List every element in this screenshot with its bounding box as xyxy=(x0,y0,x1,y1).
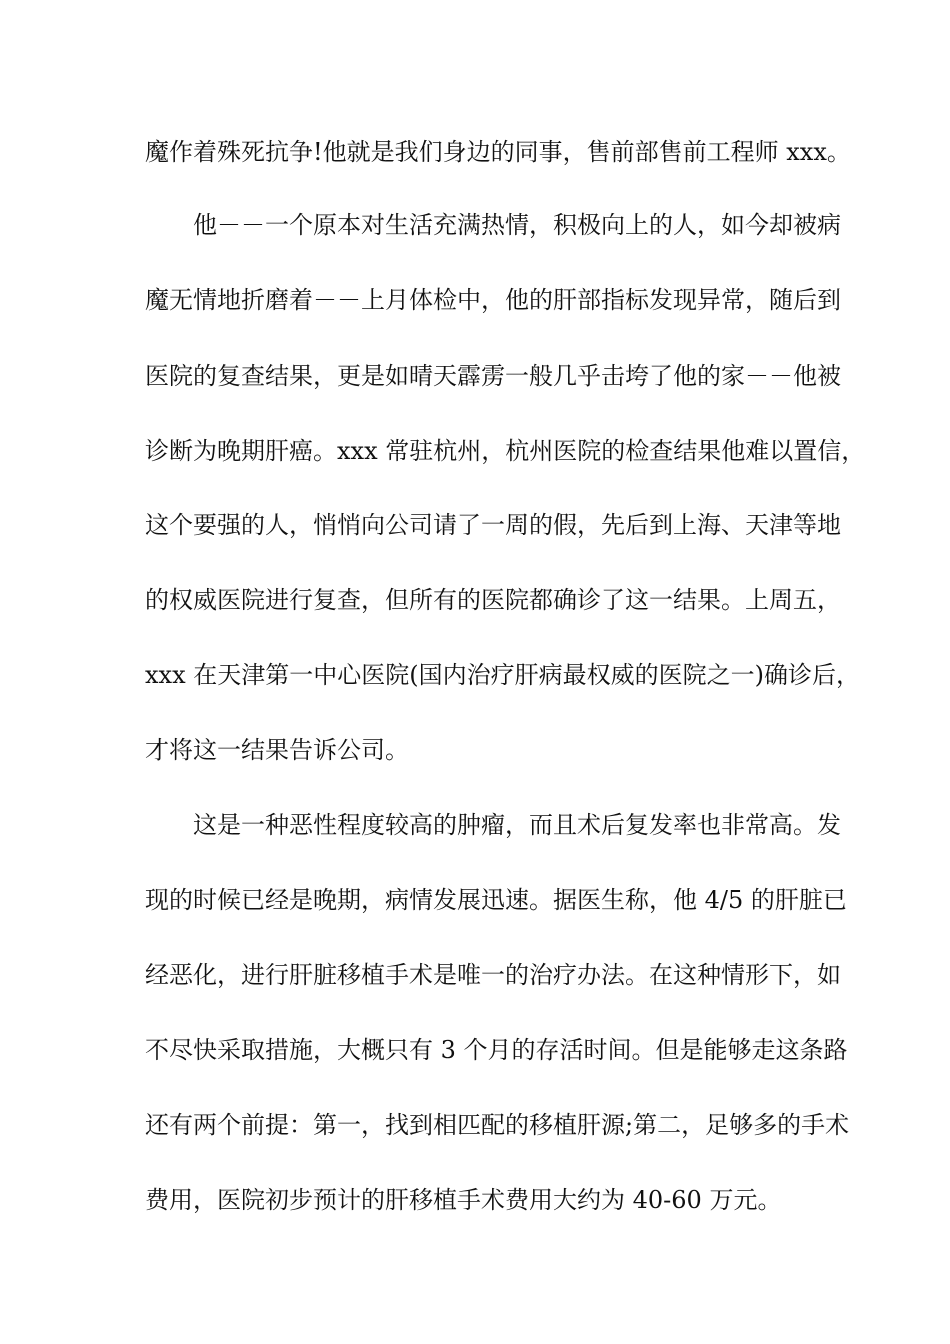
text-line: 不尽快采取措施，大概只有 3 个月的存活时间。但是能够走这条路 xyxy=(145,1036,848,1064)
text-line: 这个要强的人，悄悄向公司请了一周的假，先后到上海、天津等地 xyxy=(145,511,841,539)
text-line: 经恶化，进行肝脏移植手术是唯一的治疗办法。在这种情形下，如 xyxy=(145,961,841,989)
text-line: 才将这一结果告诉公司。 xyxy=(145,736,409,764)
text-line: xxx 在天津第一中心医院(国内治疗肝病最权威的医院之一)确诊后， xyxy=(145,661,860,689)
text-line: 还有两个前提：第一，找到相匹配的移植肝源;第二，足够多的手术 xyxy=(145,1111,850,1139)
text-line: 诊断为晚期肝癌。xxx 常驻杭州，杭州医院的检查结果他难以置信， xyxy=(145,437,866,465)
text-line: 的权威医院进行复查，但所有的医院都确诊了这一结果。上周五， xyxy=(145,586,841,614)
text-line: 魔无情地折磨着－－上月体检中，他的肝部指标发现异常，随后到 xyxy=(145,286,841,314)
text-line: 费用，医院初步预计的肝移植手术费用大约为 40-60 万元。 xyxy=(145,1186,782,1214)
text-line: 这是一种恶性程度较高的肿瘤，而且术后复发率也非常高。发 xyxy=(193,811,841,839)
text-line: 现的时候已经是晚期，病情发展迅速。据医生称，他 4/5 的肝脏已 xyxy=(145,886,847,914)
text-line: 医院的复查结果，更是如晴天霹雳一般几乎击垮了他的家－－他被 xyxy=(145,362,841,390)
text-line: 魔作着殊死抗争!他就是我们身边的同事，售前部售前工程师 xxx。 xyxy=(145,138,851,166)
text-line: 他－－一个原本对生活充满热情，积极向上的人，如今却被病 xyxy=(193,211,841,239)
